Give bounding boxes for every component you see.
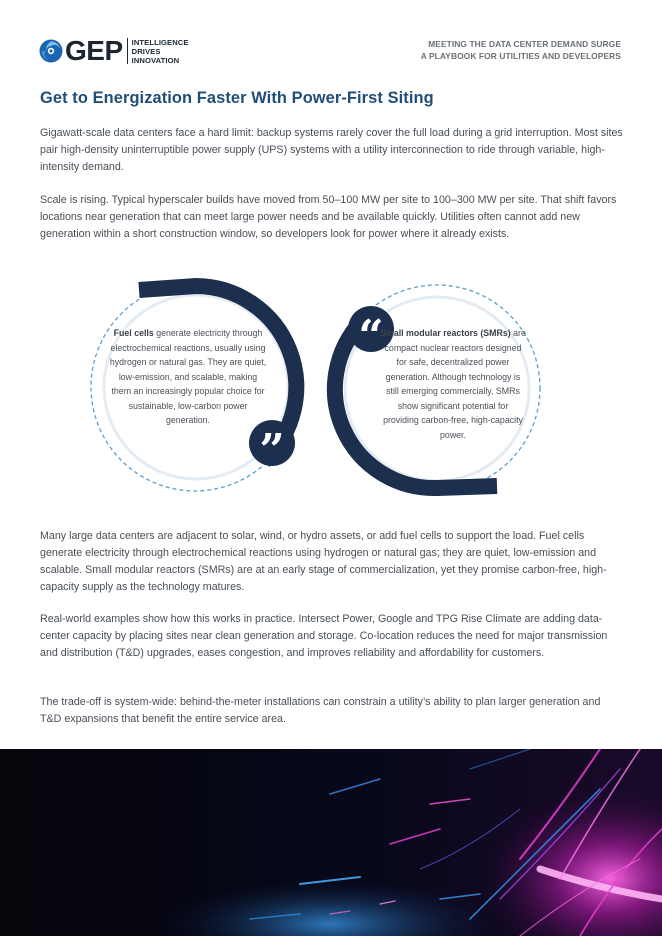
close-quote-icon xyxy=(249,420,295,476)
brand-tagline xyxy=(132,38,189,65)
body-paragraph: The trade-off is system-wide: behind-the-meter installations can constrain a utility’s ability to plan larger generation and T&D expansions that benefit the entire service area. xyxy=(40,696,601,725)
tagline-line: INTELLIGENCE xyxy=(131,37,189,47)
svg-text:”: ” xyxy=(259,425,285,476)
smr-callout-text xyxy=(379,326,527,442)
svg-text:“: “ xyxy=(358,311,384,362)
body-paragraph: Real-world examples show how this works in practice. Intersect Power, Google and TPG Rise Climate are adding data-center capacity by placing sites near clean generation and storage. Co-location reduces the need for major transmission and distribution (T&D) upgrades, eases congestion, and improves reliability and affordability for customers. xyxy=(40,613,608,659)
fuel-cells-callout-text xyxy=(108,326,268,428)
callout-body: generate electricity through electrochemical reactions, usually using hydrogen or natural gas. They are quiet, low-emission, and scalable, making them an increasingly popular choice for sustainable, low-carbon power generation. xyxy=(109,328,267,425)
body-paragraph: Many large data centers are adjacent to solar, wind, or hydro assets, or add fuel cells to support the load. Fuel cells generate electricity through electrochemical reactions using hydrogen or natural gas; they are quiet, low-emission and scalable. Small modular reactors (SMRs) are at an early stage of commercialization, yet they promise carbon-free, high-capacity supply as the technology matures. xyxy=(40,530,607,593)
header-line-1: MEETING THE DATA CENTER DEMAND SURGE xyxy=(428,39,621,49)
tagline-line: INNOVATION xyxy=(131,55,180,65)
page-title: Get to Energization Faster With Power-First Siting xyxy=(40,89,434,107)
callout-term: Small modular reactors (SMRs) xyxy=(380,328,511,338)
gep-logo[interactable] xyxy=(39,37,189,65)
callout-term: Fuel cells xyxy=(113,328,154,338)
gep-swirl-icon xyxy=(39,39,63,63)
light-streaks-banner xyxy=(0,749,662,936)
callout-circles-graphic xyxy=(0,275,662,505)
body-paragraph: Gigawatt-scale data centers face a hard limit: backup systems rarely cover the full load during a grid interruption. Most sites pair high-density uninterruptible power supply (UPS) systems with a utility interconnection to ride through variable, high-intensity demand. xyxy=(40,127,623,173)
brand-wordmark: GEP xyxy=(65,35,123,66)
header-line-2: A PLAYBOOK FOR UTILITIES AND DEVELOPERS xyxy=(420,51,621,61)
document-header xyxy=(421,38,621,62)
callout-body: are compact nuclear reactors designed for safe, decentralized power generation. Although technology is still emerging commercially, SMRs show significant potential for providing carbon-free, high-capacity power. xyxy=(383,328,526,440)
tagline-line: DRIVES xyxy=(131,46,161,56)
logo-divider xyxy=(127,38,128,64)
body-paragraph: Scale is rising. Typical hyperscaler builds have moved from 50–100 MW per site to 100–300 MW per site. That shift favors locations near generation that can meet large power needs and be available quickly. Utilities often cannot add new generation within a short construction window, so developers look for power where it already exists. xyxy=(40,194,617,240)
